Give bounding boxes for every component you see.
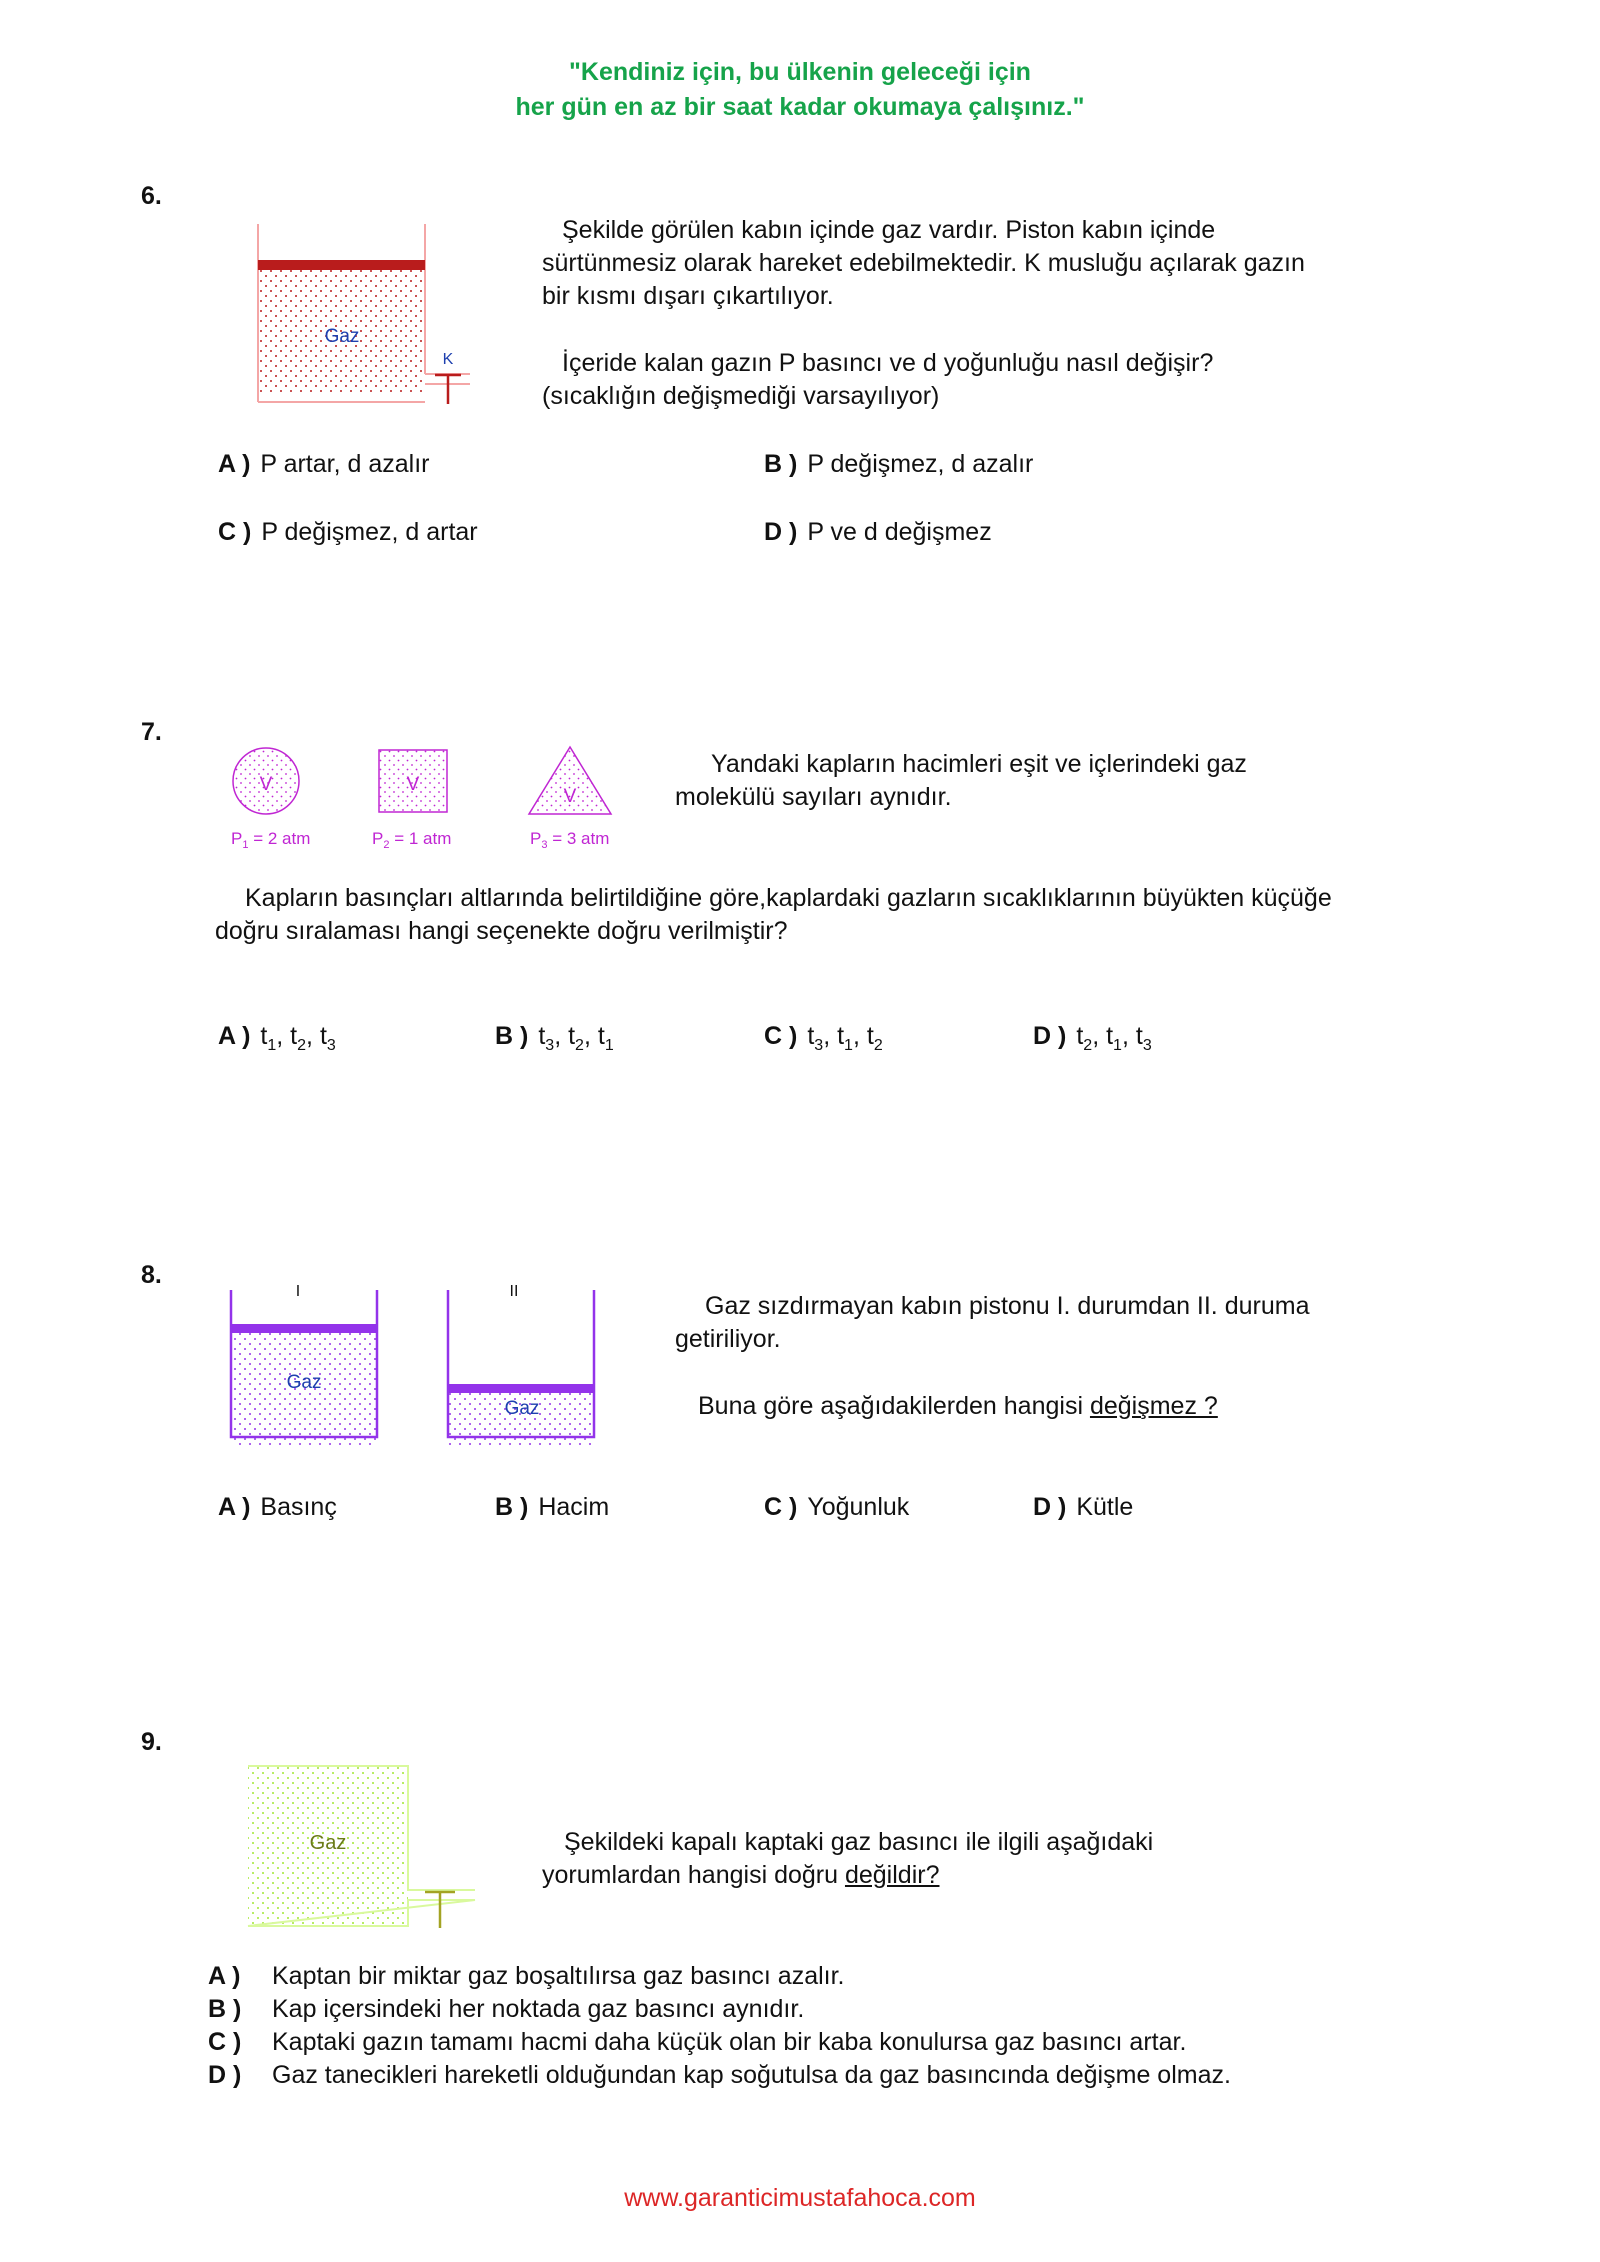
subscript: 3 <box>814 1037 824 1054</box>
q6-piston <box>258 260 425 270</box>
q8-option-a[interactable]: A ) Basınç <box>218 1493 337 1521</box>
q7-text-2: Kapların basınçları altlarında belirtildiğine göre,kaplardaki gazların sıcaklıklarının büyükten küçüğe doğru sıralaması hangi seçenekte doğru verilmiştir? <box>215 884 1332 945</box>
subscript: 3 <box>1142 1037 1152 1054</box>
subscript: 2 <box>297 1037 307 1054</box>
q7-option-b[interactable]: B ) $t_3$, $t_2$, $t_1$ <box>495 1022 614 1054</box>
q8-option-b[interactable]: B ) Hacim <box>495 1493 610 1521</box>
q8-option-d[interactable]: D ) Kütle <box>1033 1493 1134 1521</box>
subscript: 2 <box>575 1037 584 1054</box>
q6-option-b[interactable]: B ) P değişmez, d azalır <box>764 450 1034 478</box>
q9-option-a[interactable]: A ) Kaptan bir miktar gaz boşaltılırsa gaz basıncı azalır. <box>208 1962 845 1990</box>
footer-website-link[interactable]: www.garanticimustafahoca.com <box>624 2184 976 2212</box>
question-8-number: 8. <box>141 1261 162 1289</box>
q8-figure <box>222 1276 602 1446</box>
subscript: 2 <box>1083 1037 1093 1054</box>
q8-option-c[interactable]: C ) Yoğunluk <box>764 1493 910 1521</box>
q9-gas-label: Gaz <box>309 1832 347 1854</box>
q7-text-1: Yandaki kapların hacimleri eşit ve içlerindeki gaz molekülü sayıları aynıdır. <box>675 750 1247 811</box>
q7-option-d[interactable]: D ) $t_2$, $t_1$, $t_3$ <box>1033 1022 1152 1054</box>
subscript: 3 <box>326 1037 336 1054</box>
subscript: 2 <box>873 1037 883 1054</box>
question-6-number: 6. <box>141 182 162 210</box>
q6-option-d[interactable]: D ) P ve d değişmez <box>764 518 992 546</box>
q6-text-2: İçeride kalan gazın P basıncı ve d yoğunluğu nasıl değişir? (sıcaklığın değişmediği varsayılıyor) <box>542 349 1214 410</box>
q8-text-1: Gaz sızdırmayan kabın pistonu I. durumdan II. duruma getiriliyor. <box>675 1292 1310 1353</box>
q9-option-d[interactable]: D ) Gaz tanecikleri hareketli olduğundan kap soğutulsa da gaz basıncında değişme olmaz. <box>208 2061 1231 2089</box>
q8-piston-ii <box>448 1384 594 1393</box>
q6-gas-label: Gaz <box>324 326 360 347</box>
q7-p1-label: $P_1 = 2$ atm <box>231 829 311 851</box>
q7-p2-label: $P_2 = 1$ atm <box>372 829 452 851</box>
q9-figure <box>240 1760 485 1935</box>
q7-option-c[interactable]: C ) $t_3$, $t_1$, $t_2$ <box>764 1022 883 1054</box>
q8-gas-label-i: Gaz <box>286 1372 322 1393</box>
q6-text-1: Şekilde görülen kabın içinde gaz vardır. Piston kabın içinde sürtünmesiz olarak hareket edebilmektedir. K musluğu açılarak gazın bir kısmı dışarı çıkartılıyor. <box>542 216 1305 310</box>
question-7-number: 7. <box>141 718 162 746</box>
q7-option-a[interactable]: A ) $t_1$, $t_2$, $t_3$ <box>218 1022 336 1054</box>
q9-underlined-word: değildir? <box>844 1861 940 1889</box>
subscript: 1 <box>267 1037 277 1054</box>
q6-option-a[interactable]: A ) P artar, d azalır <box>218 450 430 478</box>
q7-v-label-2: V <box>406 774 420 795</box>
q9-option-b[interactable]: B ) Kap içersindeki her noktada gaz basıncı aynıdır. <box>208 1995 805 2023</box>
subscript: 1 <box>604 1037 614 1054</box>
q7-figure <box>225 740 645 860</box>
q8-label-i: I <box>295 1283 301 1300</box>
motto-line-2: her gün en az bir saat kadar okumaya çalışınız." <box>515 93 1085 121</box>
question-9-number: 9. <box>141 1728 162 1756</box>
q7-v-label-1: V <box>259 774 273 795</box>
motto-line-1: "Kendiniz için, bu ülkenin geleceği için <box>569 58 1031 86</box>
q9-text: Şekildeki kapalı kaptaki gaz basıncı ile ilgili aşağıdaki yorumlardan hangisi doğru değildir? <box>542 1828 1154 1889</box>
subscript: 3 <box>545 1037 555 1054</box>
q8-underlined-word: değişmez ? <box>1089 1392 1218 1420</box>
q8-gas-label-ii: Gaz <box>504 1398 540 1419</box>
subscript: 1 <box>1113 1037 1122 1054</box>
q8-piston-i <box>231 1324 377 1333</box>
q7-v-label-3: V <box>563 786 577 807</box>
q6-figure <box>248 218 478 408</box>
q8-label-ii: II <box>509 1283 519 1300</box>
q9-option-c[interactable]: C ) Kaptaki gazın tamamı hacmi daha küçük olan bir kaba konulursa gaz basıncı artar. <box>208 2028 1187 2056</box>
q6-valve-label: K <box>442 351 454 368</box>
q8-text-2: Buna göre aşağıdakilerden hangisi değişmez ? <box>698 1392 1218 1420</box>
q7-p3-label: $P_3 = 3$ atm <box>530 829 610 851</box>
subscript: 1 <box>844 1037 853 1054</box>
q6-option-c[interactable]: C ) P değişmez, d artar <box>218 518 478 546</box>
